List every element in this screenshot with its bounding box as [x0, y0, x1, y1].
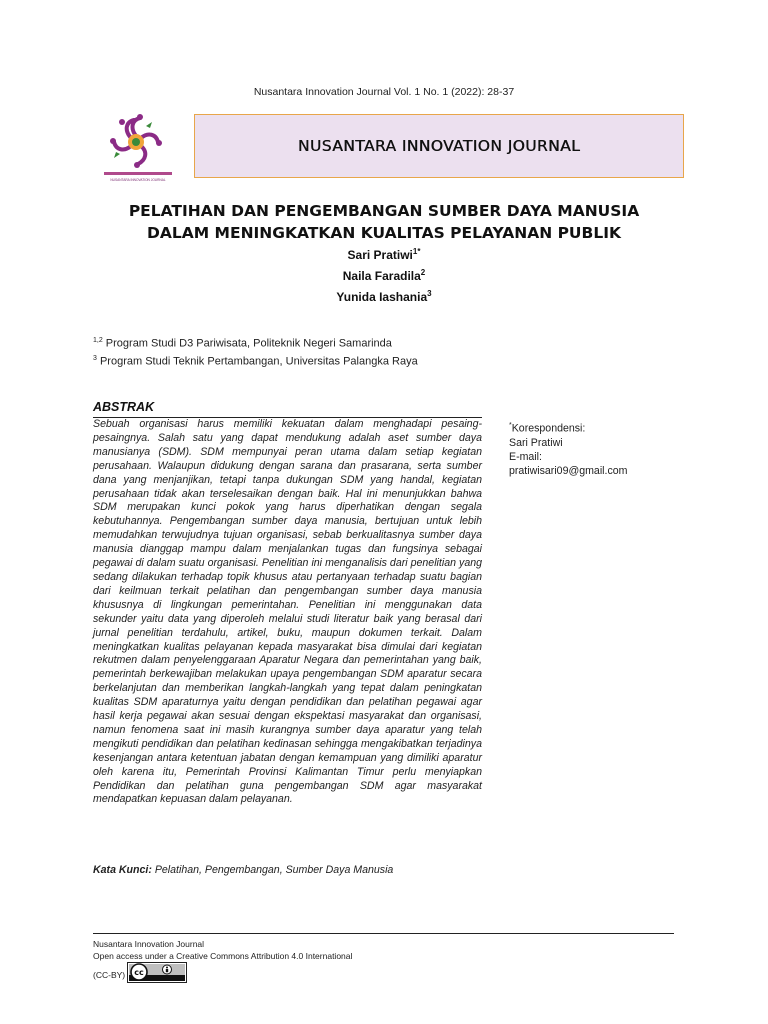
footer-journal-name: Nusantara Innovation Journal: [93, 939, 205, 949]
correspondence-email-label: E-mail:: [509, 450, 542, 463]
logo-caption: NUSANTARA INNOVATION JOURNAL: [110, 178, 166, 182]
abstract-body: Sebuah organisasi harus memiliki kekuatan dalam menghadapi pesaing-pesaingnya. Salah satu yang dapat mendukung adalah aset sumber daya manusianya (SDM). SDM mempunyai peran utama dalam setiap kegiatan perusahaan. Walaupun didukung dengan sarana dan prasarana, serta sumber dana yang menjanjikan, tetapi tanpa dukungan SDM yang handal, kegiatan perusahaan tidak akan terselesaikan dengan baik. Hal ini menunjukkan bahwa SDM merupakan kunci pokok yang harus diperhatikan dengan segala kebutuhannya. Pengembangan sumber daya manusia, bertujuan untuk lebih memudahkan terwujudnya tujuan organisasi, sebab berkualitasnya sumber daya manusia dianggap mampu dalam menjalankan tugas dan fungsinya sebagai pegawai di dalam suatu organisasi. Penelitian ini menganalisis dari penelitian yang sedang dilakukan terhadap topik khusus atau pertanyaan terhadap suatu bagian dari keilmuan terkait pelatihan dan pengembangan sumber daya manusia khususnya di lingkungan pemerintahan. Penelitian ini menggunakan data sekunder yaitu data yang diperoleh melalui studi literatur baik yang berasal dari jurnal penelitian terdahulu, artikel, buku, maupun dokumen terkait. Dalam meningkatkan kualitas pelayanan kepada masyarakat bisa dimulai dari kegiatan rekutmen dalam penyelenggaraan Aparatur Negara dan pemerintahan yang baik, pemerintah berkewajiban melakukan upaya pengembangan SDM aparatur secara berkelanjutan dan memberikan langkah-langkah yang tepat dalam peningkatan kualitas SDM aparaturnya yaitu dengan pendidikan dan pelatihan pegawai agar hasil kerja pegawai akan sesuai dengan ekspektasi masyarakat dan organisasi, namun fenomena saat ini masih kurangnya sumber daya aparatur yang telah mengikuti pendidikan dan pelatihan kedinasan sehingga mengakibatkan terjadinya kesenjangan antara ketentuan jabatan dengan kemampuan yang dimiliki aparatur oleh karena itu, Pemerintah Provinsi Kalimantan Timur perlu menyiapkan Pendidikan dan pelatihan guna pengembangan SDM agar masyarakat mendapatkan kepuasan dalam pelayanan.: [93, 418, 482, 806]
footer-license: Open access under a Creative Commons Attribution 4.0 International: [93, 951, 353, 961]
author-3: [0, 289, 768, 304]
author-1: [0, 247, 768, 262]
affiliation-text: Program Studi Teknik Pertambangan, Universitas Palangka Raya: [96, 355, 418, 368]
affiliation-1: [93, 337, 392, 350]
article-title: [0, 200, 768, 244]
nusantara-flower-logo-icon: [96, 112, 180, 184]
affiliation-sup: 3: [93, 355, 97, 362]
footer-cc-label: (CC-BY): [93, 970, 126, 980]
footer-divider: [93, 933, 674, 934]
affiliation-text: Program Studi D3 Pariwisata, Politeknik Negeri Samarinda: [102, 337, 392, 350]
keywords-label: Kata Kunci:: [93, 864, 152, 876]
correspondence-label: Korespondensi:: [511, 422, 586, 435]
author-name: Naila Faradila: [342, 269, 421, 283]
correspondence-box: [509, 419, 628, 478]
abstract-heading: ABSTRAK: [93, 400, 155, 414]
running-header: Nusantara Innovation Journal Vol. 1 No. 1 (2022): 28-37: [253, 86, 515, 98]
author-sup: 1*: [412, 247, 421, 256]
author-name: Yunida Iashania: [336, 290, 428, 304]
correspondence-name: Sari Pratiwi: [509, 436, 563, 449]
banner-title: NUSANTARA INNOVATION JOURNAL: [297, 137, 581, 155]
cc-by-license-icon[interactable]: [127, 962, 187, 983]
author-2: [0, 268, 768, 283]
author-name: Sari Pratiwi: [347, 248, 413, 262]
correspondence-asterisk: *: [509, 422, 512, 429]
cc-badge-text: cc: [134, 968, 144, 978]
journal-banner: [194, 114, 684, 178]
title-line-1: PELATIHAN DAN PENGEMBANGAN SUMBER DAYA MANUSIA: [128, 202, 640, 220]
author-sup: 3: [427, 289, 432, 298]
affiliation-2: [93, 355, 418, 368]
keywords: [93, 864, 393, 876]
title-line-2: DALAM MENINGKATKAN KUALITAS PELAYANAN PUBLIK: [147, 224, 621, 242]
journal-logo: [96, 112, 180, 184]
affiliation-sup: 1,2: [93, 337, 103, 344]
correspondence-email[interactable]: pratiwisari09@gmail.com: [509, 464, 628, 477]
keywords-text: Pelatihan, Pengembangan, Sumber Daya Manusia: [151, 864, 394, 876]
author-sup: 2: [420, 268, 426, 277]
